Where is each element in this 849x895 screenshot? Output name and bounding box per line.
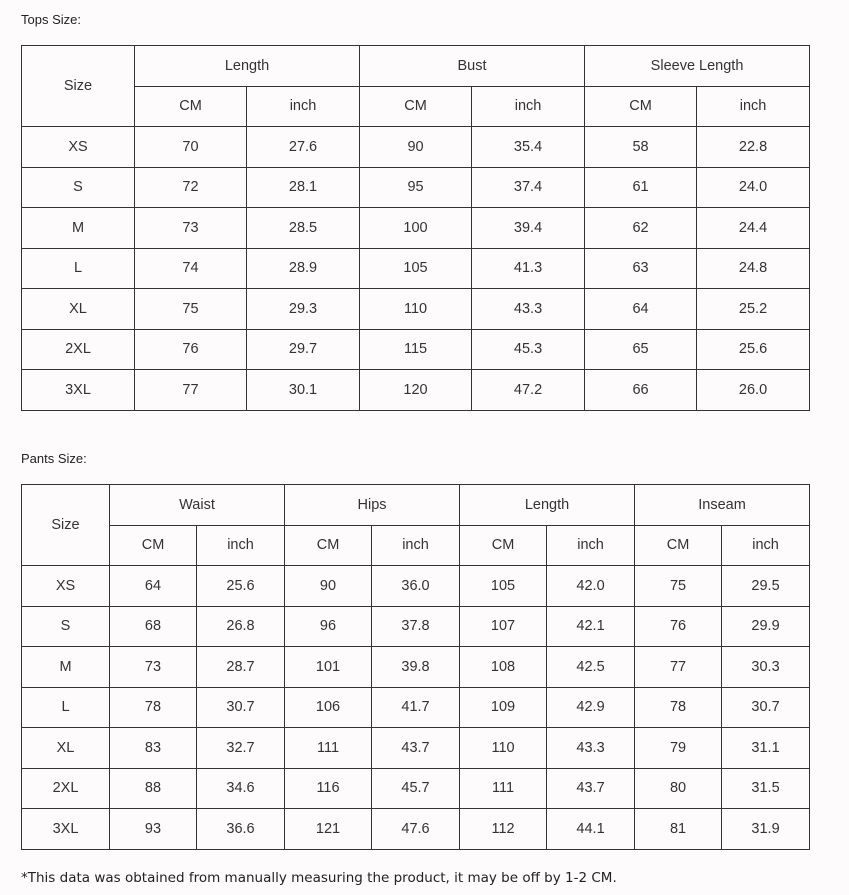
table-row xyxy=(22,167,810,208)
measurement-cell: 74 xyxy=(135,248,247,289)
measurement-cell: 29.9 xyxy=(722,606,810,647)
size-cell: S xyxy=(22,167,135,208)
size-cell: S xyxy=(22,606,110,647)
measurement-cell: 77 xyxy=(635,647,722,688)
group-header: Sleeve Length xyxy=(585,46,810,87)
measurement-cell: 36.6 xyxy=(197,809,285,850)
measurement-cell: 29.3 xyxy=(247,289,360,330)
measurement-cell: 35.4 xyxy=(472,127,585,168)
unit-header: inch xyxy=(372,525,460,566)
measurement-cell: 73 xyxy=(135,208,247,249)
measurement-cell: 28.7 xyxy=(197,647,285,688)
measurement-cell: 29.5 xyxy=(722,566,810,607)
pants-size-title: Pants Size: xyxy=(21,451,87,466)
table-row xyxy=(22,329,810,370)
measurement-cell: 47.2 xyxy=(472,370,585,411)
unit-header: CM xyxy=(110,525,197,566)
measurement-cell: 95 xyxy=(360,167,472,208)
measurement-cell: 115 xyxy=(360,329,472,370)
measurement-cell: 70 xyxy=(135,127,247,168)
group-header: Bust xyxy=(360,46,585,87)
size-header: Size xyxy=(22,485,110,566)
size-cell: XL xyxy=(22,289,135,330)
measurement-cell: 73 xyxy=(110,647,197,688)
measurement-cell: 43.3 xyxy=(472,289,585,330)
size-cell: XS xyxy=(22,127,135,168)
measurement-cell: 36.0 xyxy=(372,566,460,607)
table-row xyxy=(22,370,810,411)
measurement-cell: 83 xyxy=(110,728,197,769)
measurement-cell: 31.5 xyxy=(722,768,810,809)
measurement-cell: 112 xyxy=(460,809,547,850)
measurement-cell: 79 xyxy=(635,728,722,769)
group-header: Hips xyxy=(285,485,460,526)
unit-header: inch xyxy=(697,86,810,127)
measurement-cell: 121 xyxy=(285,809,372,850)
unit-header: CM xyxy=(360,86,472,127)
measurement-cell: 78 xyxy=(110,687,197,728)
measurement-cell: 44.1 xyxy=(547,809,635,850)
unit-header-row xyxy=(22,86,810,127)
measurement-cell: 43.3 xyxy=(547,728,635,769)
measurement-cell: 39.4 xyxy=(472,208,585,249)
measurement-cell: 58 xyxy=(585,127,697,168)
unit-header: inch xyxy=(247,86,360,127)
size-cell: XS xyxy=(22,566,110,607)
measurement-cell: 37.8 xyxy=(372,606,460,647)
measurement-cell: 75 xyxy=(135,289,247,330)
measurement-cell: 96 xyxy=(285,606,372,647)
group-header-row xyxy=(22,485,810,526)
size-cell: L xyxy=(22,687,110,728)
size-cell: M xyxy=(22,647,110,688)
measurement-cell: 110 xyxy=(360,289,472,330)
table-row xyxy=(22,687,810,728)
measurement-cell: 101 xyxy=(285,647,372,688)
group-header: Length xyxy=(135,46,360,87)
measurement-cell: 27.6 xyxy=(247,127,360,168)
measurement-cell: 30.7 xyxy=(722,687,810,728)
measurement-cell: 25.6 xyxy=(197,566,285,607)
measurement-cell: 106 xyxy=(285,687,372,728)
measurement-cell: 65 xyxy=(585,329,697,370)
measurement-cell: 32.7 xyxy=(197,728,285,769)
measurement-cell: 63 xyxy=(585,248,697,289)
measurement-cell: 26.0 xyxy=(697,370,810,411)
measurement-cell: 42.9 xyxy=(547,687,635,728)
measurement-cell: 109 xyxy=(460,687,547,728)
size-cell: M xyxy=(22,208,135,249)
tops-size-title: Tops Size: xyxy=(21,12,81,27)
measurement-cell: 42.0 xyxy=(547,566,635,607)
measurement-cell: 64 xyxy=(585,289,697,330)
measurement-cell: 111 xyxy=(460,768,547,809)
measurement-cell: 42.5 xyxy=(547,647,635,688)
measurement-cell: 90 xyxy=(285,566,372,607)
group-header-row xyxy=(22,46,810,87)
measurement-cell: 31.9 xyxy=(722,809,810,850)
measurement-cell: 64 xyxy=(110,566,197,607)
measurement-cell: 43.7 xyxy=(547,768,635,809)
measurement-cell: 41.3 xyxy=(472,248,585,289)
measurement-cell: 28.1 xyxy=(247,167,360,208)
size-cell: 2XL xyxy=(22,768,110,809)
size-cell: L xyxy=(22,248,135,289)
measurement-cell: 24.4 xyxy=(697,208,810,249)
measurement-cell: 30.1 xyxy=(247,370,360,411)
measurement-cell: 100 xyxy=(360,208,472,249)
measurement-cell: 76 xyxy=(635,606,722,647)
measurement-cell: 108 xyxy=(460,647,547,688)
measurement-cell: 77 xyxy=(135,370,247,411)
measurement-cell: 66 xyxy=(585,370,697,411)
unit-header: inch xyxy=(547,525,635,566)
measurement-cell: 62 xyxy=(585,208,697,249)
measurement-cell: 90 xyxy=(360,127,472,168)
unit-header: CM xyxy=(135,86,247,127)
measurement-cell: 28.9 xyxy=(247,248,360,289)
measurement-cell: 22.8 xyxy=(697,127,810,168)
measurement-cell: 120 xyxy=(360,370,472,411)
measurement-cell: 110 xyxy=(460,728,547,769)
measurement-cell: 43.7 xyxy=(372,728,460,769)
pants-size-table xyxy=(21,484,810,850)
measurement-footnote: *This data was obtained from manually measuring the product, it may be off by 1-2 CM. xyxy=(21,870,617,886)
measurement-cell: 76 xyxy=(135,329,247,370)
measurement-cell: 25.6 xyxy=(697,329,810,370)
measurement-cell: 81 xyxy=(635,809,722,850)
size-cell: 2XL xyxy=(22,329,135,370)
measurement-cell: 42.1 xyxy=(547,606,635,647)
table-row xyxy=(22,728,810,769)
measurement-cell: 45.3 xyxy=(472,329,585,370)
table-row xyxy=(22,566,810,607)
table-row xyxy=(22,127,810,168)
measurement-cell: 39.8 xyxy=(372,647,460,688)
measurement-cell: 41.7 xyxy=(372,687,460,728)
measurement-cell: 31.1 xyxy=(722,728,810,769)
measurement-cell: 75 xyxy=(635,566,722,607)
measurement-cell: 30.3 xyxy=(722,647,810,688)
measurement-cell: 68 xyxy=(110,606,197,647)
tops-size-table xyxy=(21,45,810,411)
table-row xyxy=(22,809,810,850)
measurement-cell: 105 xyxy=(460,566,547,607)
table-row xyxy=(22,647,810,688)
measurement-cell: 93 xyxy=(110,809,197,850)
measurement-cell: 25.2 xyxy=(697,289,810,330)
table-row xyxy=(22,606,810,647)
table-row xyxy=(22,768,810,809)
size-cell: XL xyxy=(22,728,110,769)
measurement-cell: 30.7 xyxy=(197,687,285,728)
measurement-cell: 45.7 xyxy=(372,768,460,809)
measurement-cell: 72 xyxy=(135,167,247,208)
measurement-cell: 105 xyxy=(360,248,472,289)
measurement-cell: 78 xyxy=(635,687,722,728)
unit-header: CM xyxy=(460,525,547,566)
group-header: Length xyxy=(460,485,635,526)
unit-header: CM xyxy=(285,525,372,566)
measurement-cell: 116 xyxy=(285,768,372,809)
measurement-cell: 24.0 xyxy=(697,167,810,208)
table-row xyxy=(22,248,810,289)
size-header: Size xyxy=(22,46,135,127)
measurement-cell: 111 xyxy=(285,728,372,769)
measurement-cell: 47.6 xyxy=(372,809,460,850)
group-header: Inseam xyxy=(635,485,810,526)
measurement-cell: 107 xyxy=(460,606,547,647)
measurement-cell: 34.6 xyxy=(197,768,285,809)
unit-header: inch xyxy=(722,525,810,566)
measurement-cell: 88 xyxy=(110,768,197,809)
unit-header: CM xyxy=(635,525,722,566)
unit-header: inch xyxy=(472,86,585,127)
unit-header: CM xyxy=(585,86,697,127)
measurement-cell: 28.5 xyxy=(247,208,360,249)
measurement-cell: 61 xyxy=(585,167,697,208)
size-cell: 3XL xyxy=(22,370,135,411)
unit-header-row xyxy=(22,525,810,566)
size-cell: 3XL xyxy=(22,809,110,850)
measurement-cell: 37.4 xyxy=(472,167,585,208)
table-row xyxy=(22,289,810,330)
measurement-cell: 24.8 xyxy=(697,248,810,289)
measurement-cell: 26.8 xyxy=(197,606,285,647)
measurement-cell: 80 xyxy=(635,768,722,809)
measurement-cell: 29.7 xyxy=(247,329,360,370)
group-header: Waist xyxy=(110,485,285,526)
unit-header: inch xyxy=(197,525,285,566)
table-row xyxy=(22,208,810,249)
